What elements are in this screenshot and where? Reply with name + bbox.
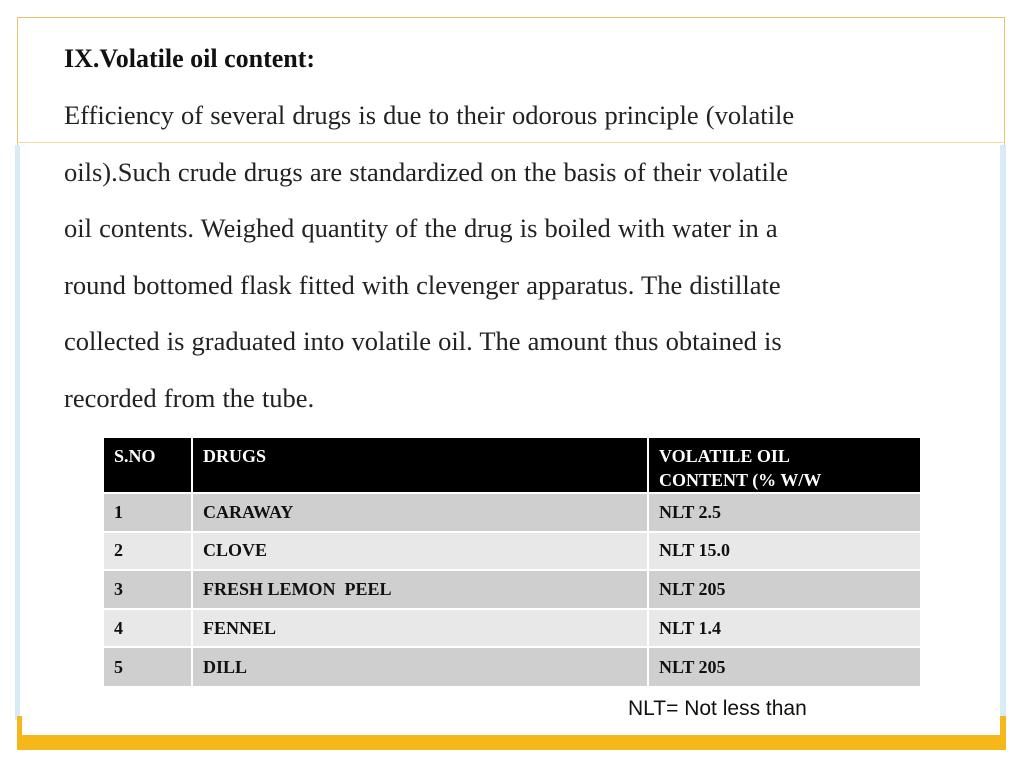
bottom-accent-bar <box>17 735 1006 750</box>
header-volatile-oil-content <box>648 438 920 493</box>
cell-sno: 2 <box>104 532 192 571</box>
header-drugs: DRUGS <box>192 438 648 493</box>
header-sno: S.NO <box>104 438 192 493</box>
bottom-bar-left-stub <box>17 716 22 736</box>
right-accent-strip <box>1000 145 1006 720</box>
table-row <box>104 609 920 648</box>
paragraph-line: round bottomed flask fitted with clevenger apparatus. The distillate <box>64 269 781 300</box>
volatile-oil-table <box>104 438 920 686</box>
cell-sno: 5 <box>104 647 192 686</box>
left-accent-strip <box>15 145 20 720</box>
cell-sno: 3 <box>104 570 192 609</box>
cell-drug: DILL <box>192 647 648 686</box>
header-line: CONTENT (% W/W <box>659 470 822 490</box>
bottom-bar-right-stub <box>1000 716 1006 736</box>
cell-content: NLT 205 <box>648 570 920 609</box>
slide-heading: IX.Volatile oil content: <box>64 44 316 73</box>
cell-content: NLT 205 <box>648 647 920 686</box>
cell-content: NLT 15.0 <box>648 532 920 571</box>
paragraph-line: oil contents. Weighed quantity of the drug is boiled with water in a <box>64 213 778 244</box>
paragraph-line: oils).Such crude drugs are standardized on the basis of their volatile <box>64 156 788 187</box>
footnote: NLT= Not less than <box>628 697 807 720</box>
cell-sno: 4 <box>104 609 192 648</box>
slide-paragraph <box>64 87 964 427</box>
cell-drug: FRESH LEMON PEEL <box>192 570 648 609</box>
table-row <box>104 647 920 686</box>
paragraph-line: collected is graduated into volatile oil. The amount thus obtained is <box>64 326 782 357</box>
cell-content: NLT 1.4 <box>648 609 920 648</box>
cell-drug: FENNEL <box>192 609 648 648</box>
cell-drug: CARAWAY <box>192 493 648 532</box>
header-line: VOLATILE OIL <box>659 446 790 466</box>
paragraph-line: recorded from the tube. <box>64 382 315 413</box>
cell-content: NLT 2.5 <box>648 493 920 532</box>
table-row <box>104 570 920 609</box>
paragraph-line: Efficiency of several drugs is due to their odorous principle (volatile <box>64 100 795 130</box>
table-header-row <box>104 438 920 493</box>
cell-drug: CLOVE <box>192 532 648 571</box>
table-row <box>104 493 920 532</box>
cell-sno: 1 <box>104 493 192 532</box>
table-row <box>104 532 920 571</box>
